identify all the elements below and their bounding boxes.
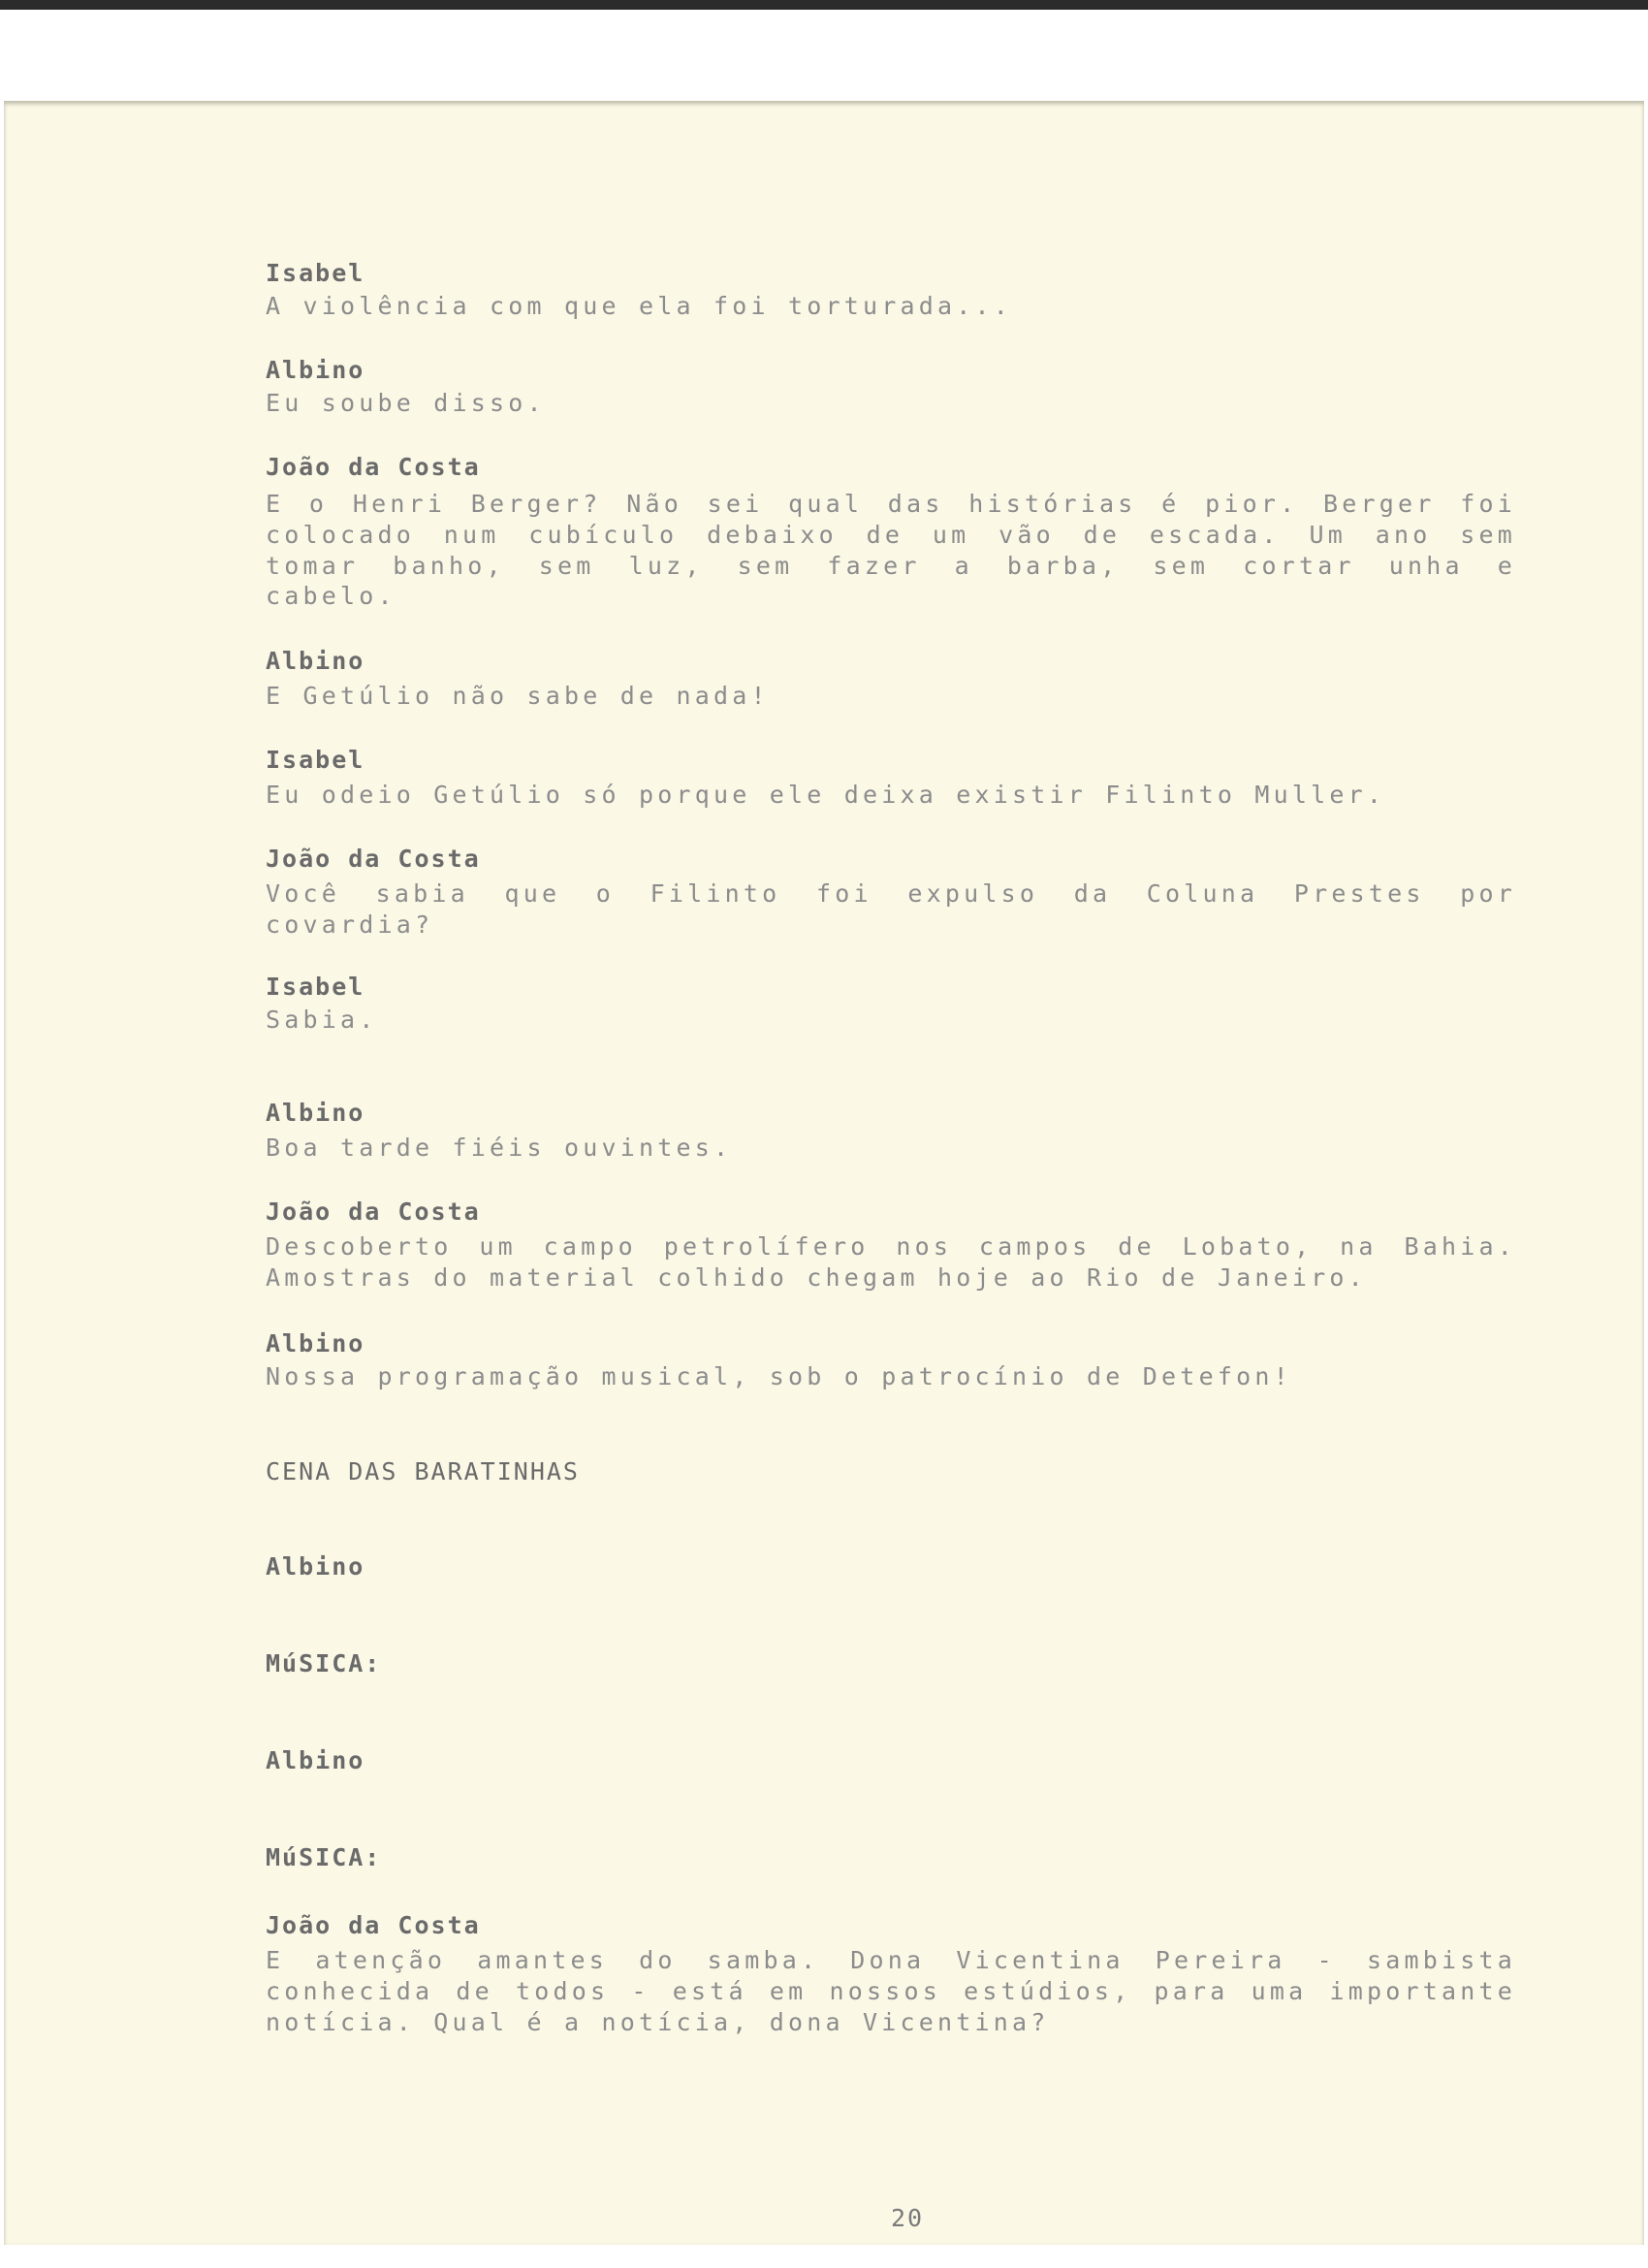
- dialogue-line: colocado num cubículo debaixo de um vão de escada. Um ano sem: [266, 521, 1516, 549]
- dialogue-line: cabelo.: [266, 582, 396, 610]
- dialogue-line: Você sabia que o Filinto foi expulso da Coluna Prestes por: [266, 879, 1516, 908]
- speaker-name: Albino: [266, 1329, 365, 1358]
- dialogue-line: E Getúlio não sabe de nada!: [266, 682, 770, 710]
- dialogue-line: tomar banho, sem luz, sem fazer a barba, sem cortar unha e: [266, 552, 1516, 580]
- dialogue-line: conhecida de todos - está em nossos estúdios, para uma importante: [266, 1977, 1516, 2005]
- dialogue-line: Eu soube disso.: [266, 389, 546, 417]
- dialogue-line: covardia?: [266, 910, 434, 939]
- speaker-name: Albino: [266, 647, 365, 675]
- dialogue-line: Descoberto um campo petrolífero nos campos de Lobato, na Bahia.: [266, 1232, 1516, 1261]
- speaker-name: Isabel: [266, 746, 365, 774]
- speaker-name: João da Costa: [266, 1911, 481, 1939]
- cue-speaker: Albino: [266, 1552, 365, 1581]
- dialogue-line: E o Henri Berger? Não sei qual das histórias é pior. Berger foi: [266, 490, 1516, 518]
- music-cue: MúSICA:: [266, 1843, 382, 1871]
- dialogue-line: Eu odeio Getúlio só porque ele deixa existir Filinto Muller.: [266, 781, 1386, 809]
- speaker-name: João da Costa: [266, 845, 481, 873]
- dialogue-line: notícia. Qual é a notícia, dona Vicentina?: [266, 2008, 1050, 2036]
- speaker-name: Albino: [266, 356, 365, 384]
- dialogue-line: A violência com que ela foi torturada...: [266, 292, 1013, 320]
- dialogue-line: Amostras do material colhido chegam hoje ao Rio de Janeiro.: [266, 1263, 1367, 1292]
- script-page: [4, 101, 1644, 2245]
- dialogue-line: Nossa programação musical, sob o patrocínio de Detefon!: [266, 1362, 1292, 1390]
- speaker-name: João da Costa: [266, 453, 481, 481]
- page-number: 20: [891, 2204, 925, 2232]
- speaker-name: Isabel: [266, 259, 365, 287]
- speaker-name: João da Costa: [266, 1198, 481, 1226]
- music-cue: MúSICA:: [266, 1649, 382, 1677]
- cue-speaker: Albino: [266, 1746, 365, 1774]
- speaker-name: Isabel: [266, 973, 365, 1001]
- scene-heading: CENA DAS BARATINHAS: [266, 1457, 580, 1485]
- scanner-top-edge: [0, 0, 1648, 10]
- speaker-name: Albino: [266, 1099, 365, 1127]
- dialogue-line: E atenção amantes do samba. Dona Vicentina Pereira - sambista: [266, 1946, 1516, 1974]
- dialogue-line: Boa tarde fiéis ouvintes.: [266, 1134, 733, 1162]
- dialogue-line: Sabia.: [266, 1006, 378, 1034]
